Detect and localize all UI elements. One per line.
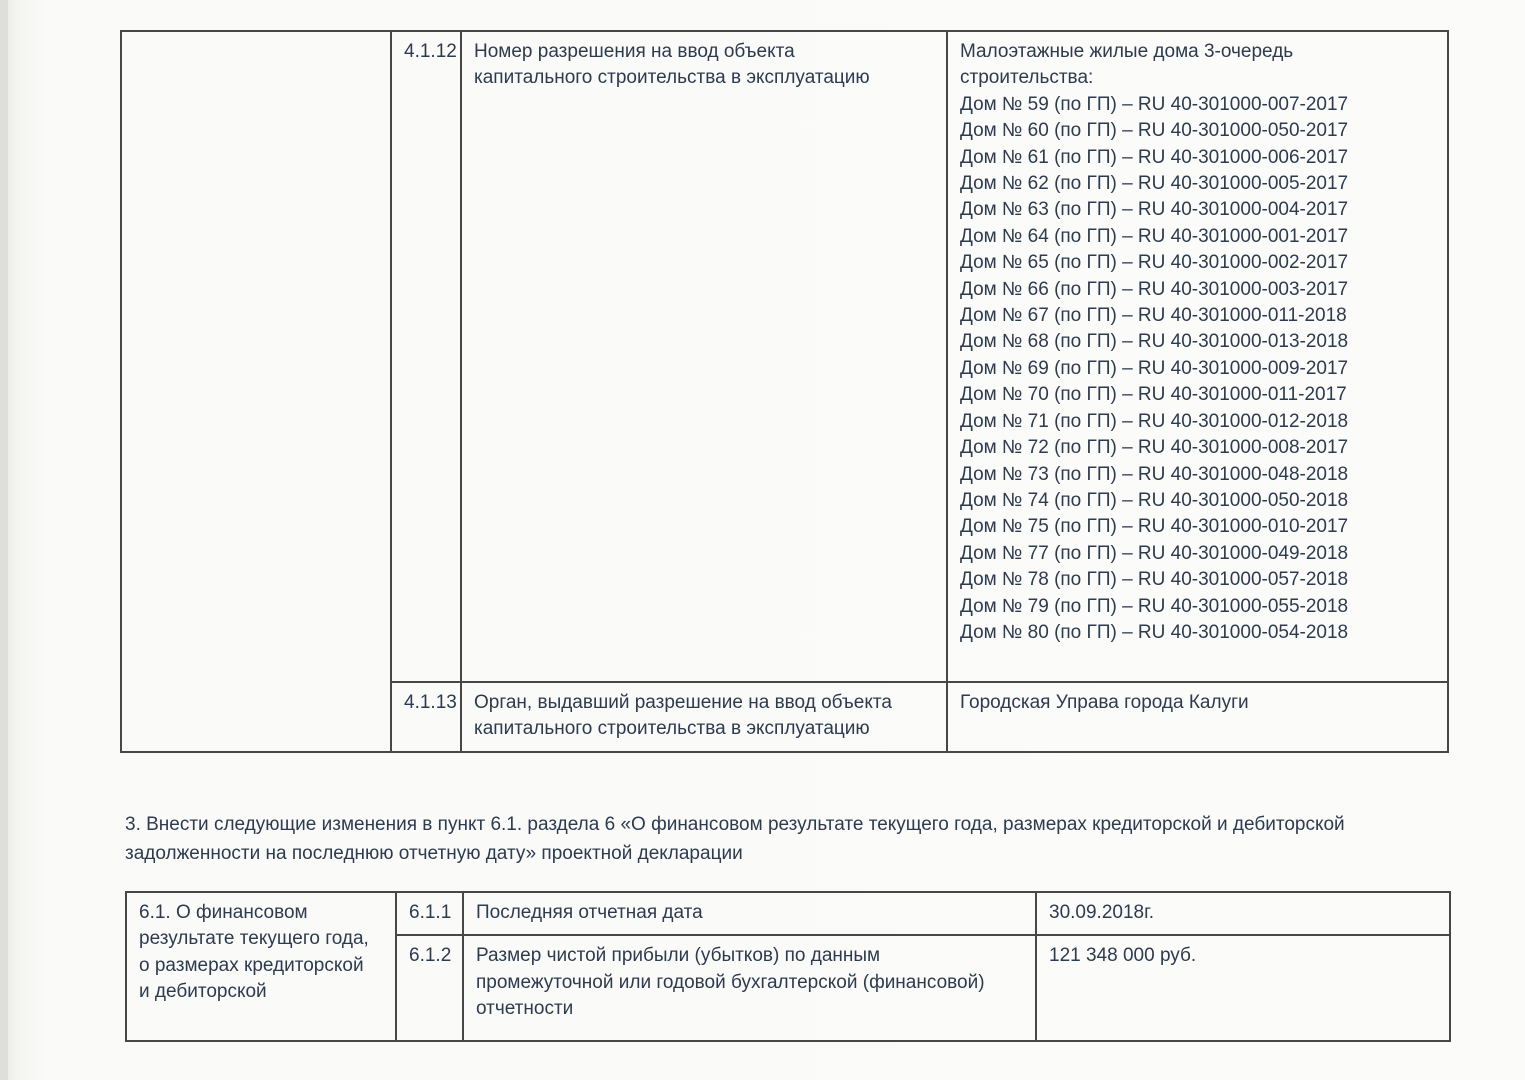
permit-line: Дом № 65 (по ГП) – RU 40-301000-002-2017 [960, 252, 1349, 274]
permit-line: Дом № 75 (по ГП) – RU 40-301000-010-2017 [960, 516, 1349, 538]
permit-line: Дом № 66 (по ГП) – RU 40-301000-003-2017 [960, 278, 1349, 300]
row-4-1-12-label: Номер разрешения на ввод объекта капитального строительства в эксплуатацию [462, 32, 948, 683]
row-4-1-12-number: 4.1.12 [392, 32, 462, 683]
finance-section-label: 6.1. О финансовом результате текущего года, о размерах кредиторской и дебиторской [127, 893, 397, 1040]
permit-line: Дом № 72 (по ГП) – RU 40-301000-008-2017 [960, 437, 1349, 459]
permits-table-empty-section-cell [122, 32, 392, 751]
permit-line: Дом № 59 (по ГП) – RU 40-301000-007-2017 [960, 93, 1349, 115]
row-6-1-1-number: 6.1.1 [397, 893, 464, 936]
permit-line: Дом № 69 (по ГП) – RU 40-301000-009-2017 [960, 357, 1349, 379]
permit-line: Дом № 62 (по ГП) – RU 40-301000-005-2017 [960, 173, 1349, 195]
permit-line: Дом № 73 (по ГП) – RU 40-301000-048-2018 [960, 463, 1349, 485]
permit-line: Дом № 64 (по ГП) – RU 40-301000-001-2017 [960, 225, 1349, 247]
permit-line: Дом № 61 (по ГП) – RU 40-301000-006-2017 [960, 146, 1349, 168]
permit-line: Дом № 80 (по ГП) – RU 40-301000-054-2018 [960, 621, 1349, 643]
row-4-1-13-value: Городская Управа города Калуги [960, 692, 1249, 713]
finance-table [125, 891, 1451, 1042]
permit-line: Дом № 71 (по ГП) – RU 40-301000-012-2018 [960, 410, 1349, 432]
permits-table [120, 30, 1449, 753]
row-6-1-2-number: 6.1.2 [397, 936, 464, 1040]
permit-line: Дом № 68 (по ГП) – RU 40-301000-013-2018 [960, 331, 1349, 353]
permit-line: Дом № 77 (по ГП) – RU 40-301000-049-2018 [960, 542, 1349, 564]
permit-line: Дом № 60 (по ГП) – RU 40-301000-050-2017 [960, 120, 1349, 142]
permits-intro-text: Малоэтажные жилые дома 3-очередь строительства: [960, 41, 1294, 89]
row-6-1-1-value: 30.09.2018г. [1037, 893, 1449, 936]
row-4-1-13-number: 4.1.13 [392, 683, 462, 751]
permit-line: Дом № 78 (по ГП) – RU 40-301000-057-2018 [960, 569, 1349, 591]
row-6-1-2-value: 121 348 000 руб. [1049, 945, 1197, 967]
row-4-1-13-label: Орган, выдавший разрешение на ввод объекта капитального строительства в эксплуатацию [462, 683, 948, 751]
row-6-1-1-label: Последняя отчетная дата [464, 893, 1037, 936]
row-6-1-2-label: Размер чистой прибыли (убытков) по данным промежуточной или годовой бухгалтерской (финансовой) отчетности [464, 936, 1037, 1040]
permit-line: Дом № 63 (по ГП) – RU 40-301000-004-2017 [960, 199, 1349, 221]
amendment-note: 3. Внести следующие изменения в пункт 6.1. раздела 6 «О финансовом результате текущего года, размерах кредиторской и дебиторской задолженности на последнюю отчетную дату» проектной декларации [125, 814, 1345, 864]
permit-line: Дом № 79 (по ГП) – RU 40-301000-055-2018 [960, 595, 1349, 617]
permit-line: Дом № 74 (по ГП) – RU 40-301000-050-2018 [960, 489, 1349, 511]
permit-line: Дом № 67 (по ГП) – RU 40-301000-011-2018 [960, 305, 1347, 327]
row-4-1-12-value [948, 32, 1447, 683]
permit-line: Дом № 70 (по ГП) – RU 40-301000-011-2017 [960, 384, 1347, 406]
